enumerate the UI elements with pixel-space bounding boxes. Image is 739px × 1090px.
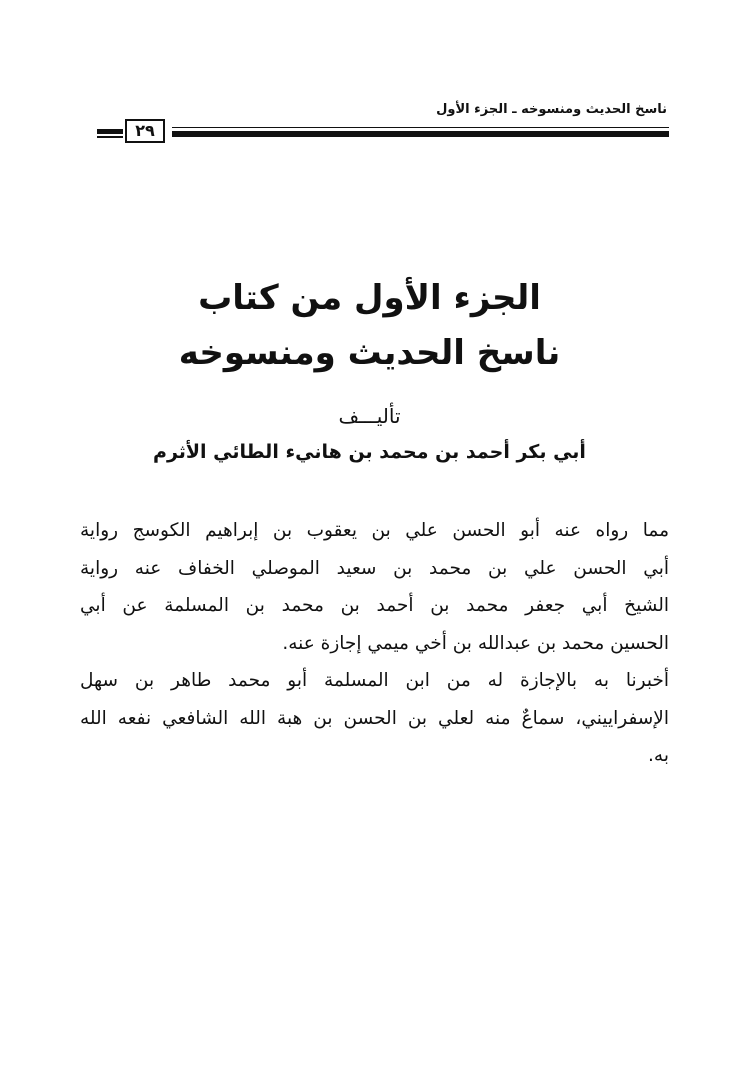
page-number: ٢٩ xyxy=(125,119,165,143)
body-line: الحسين محمد بن عبدالله بن أخي ميمي إجازة عنه. xyxy=(282,632,669,654)
body-line: أخبرنا به بالإجازة له من ابن المسلمة أبو محمد طاهر بن سهل xyxy=(80,670,669,691)
book-title-line-2: ناسخ الحديث ومنسوخه xyxy=(178,333,561,373)
author-name: أبي بكر أحمد بن محمد بن هانيء الطائي الأثرم xyxy=(153,441,586,463)
book-title-line-1: الجزء الأول من كتاب xyxy=(198,278,541,318)
header-rule-left-thin xyxy=(97,136,123,138)
body-line: الشيخ أبي جعفر محمد بن أحمد بن محمد بن المسلمة عن أبي xyxy=(80,595,669,616)
compiled-by-label: تأليـــف xyxy=(338,404,401,428)
header-rule-thin xyxy=(172,127,669,128)
running-header: ناسخ الحديث ومنسوخه ـ الجزء الأول xyxy=(436,102,667,117)
header-rule-thick xyxy=(172,131,669,137)
body-text xyxy=(80,512,669,775)
body-line: مما رواه عنه أبو الحسن علي بن يعقوب بن إبراهيم الكوسج رواية xyxy=(80,520,669,541)
body-line: به. xyxy=(648,745,669,766)
body-line: أبي الحسن علي بن محمد بن سعيد الموصلي الخفاف عنه رواية xyxy=(80,557,669,579)
body-line: الإسفراييني، سماعٌ منه لعلي بن الحسن بن هبة الله الشافعي نفعه الله xyxy=(80,707,669,729)
header-rule-left xyxy=(97,129,123,134)
